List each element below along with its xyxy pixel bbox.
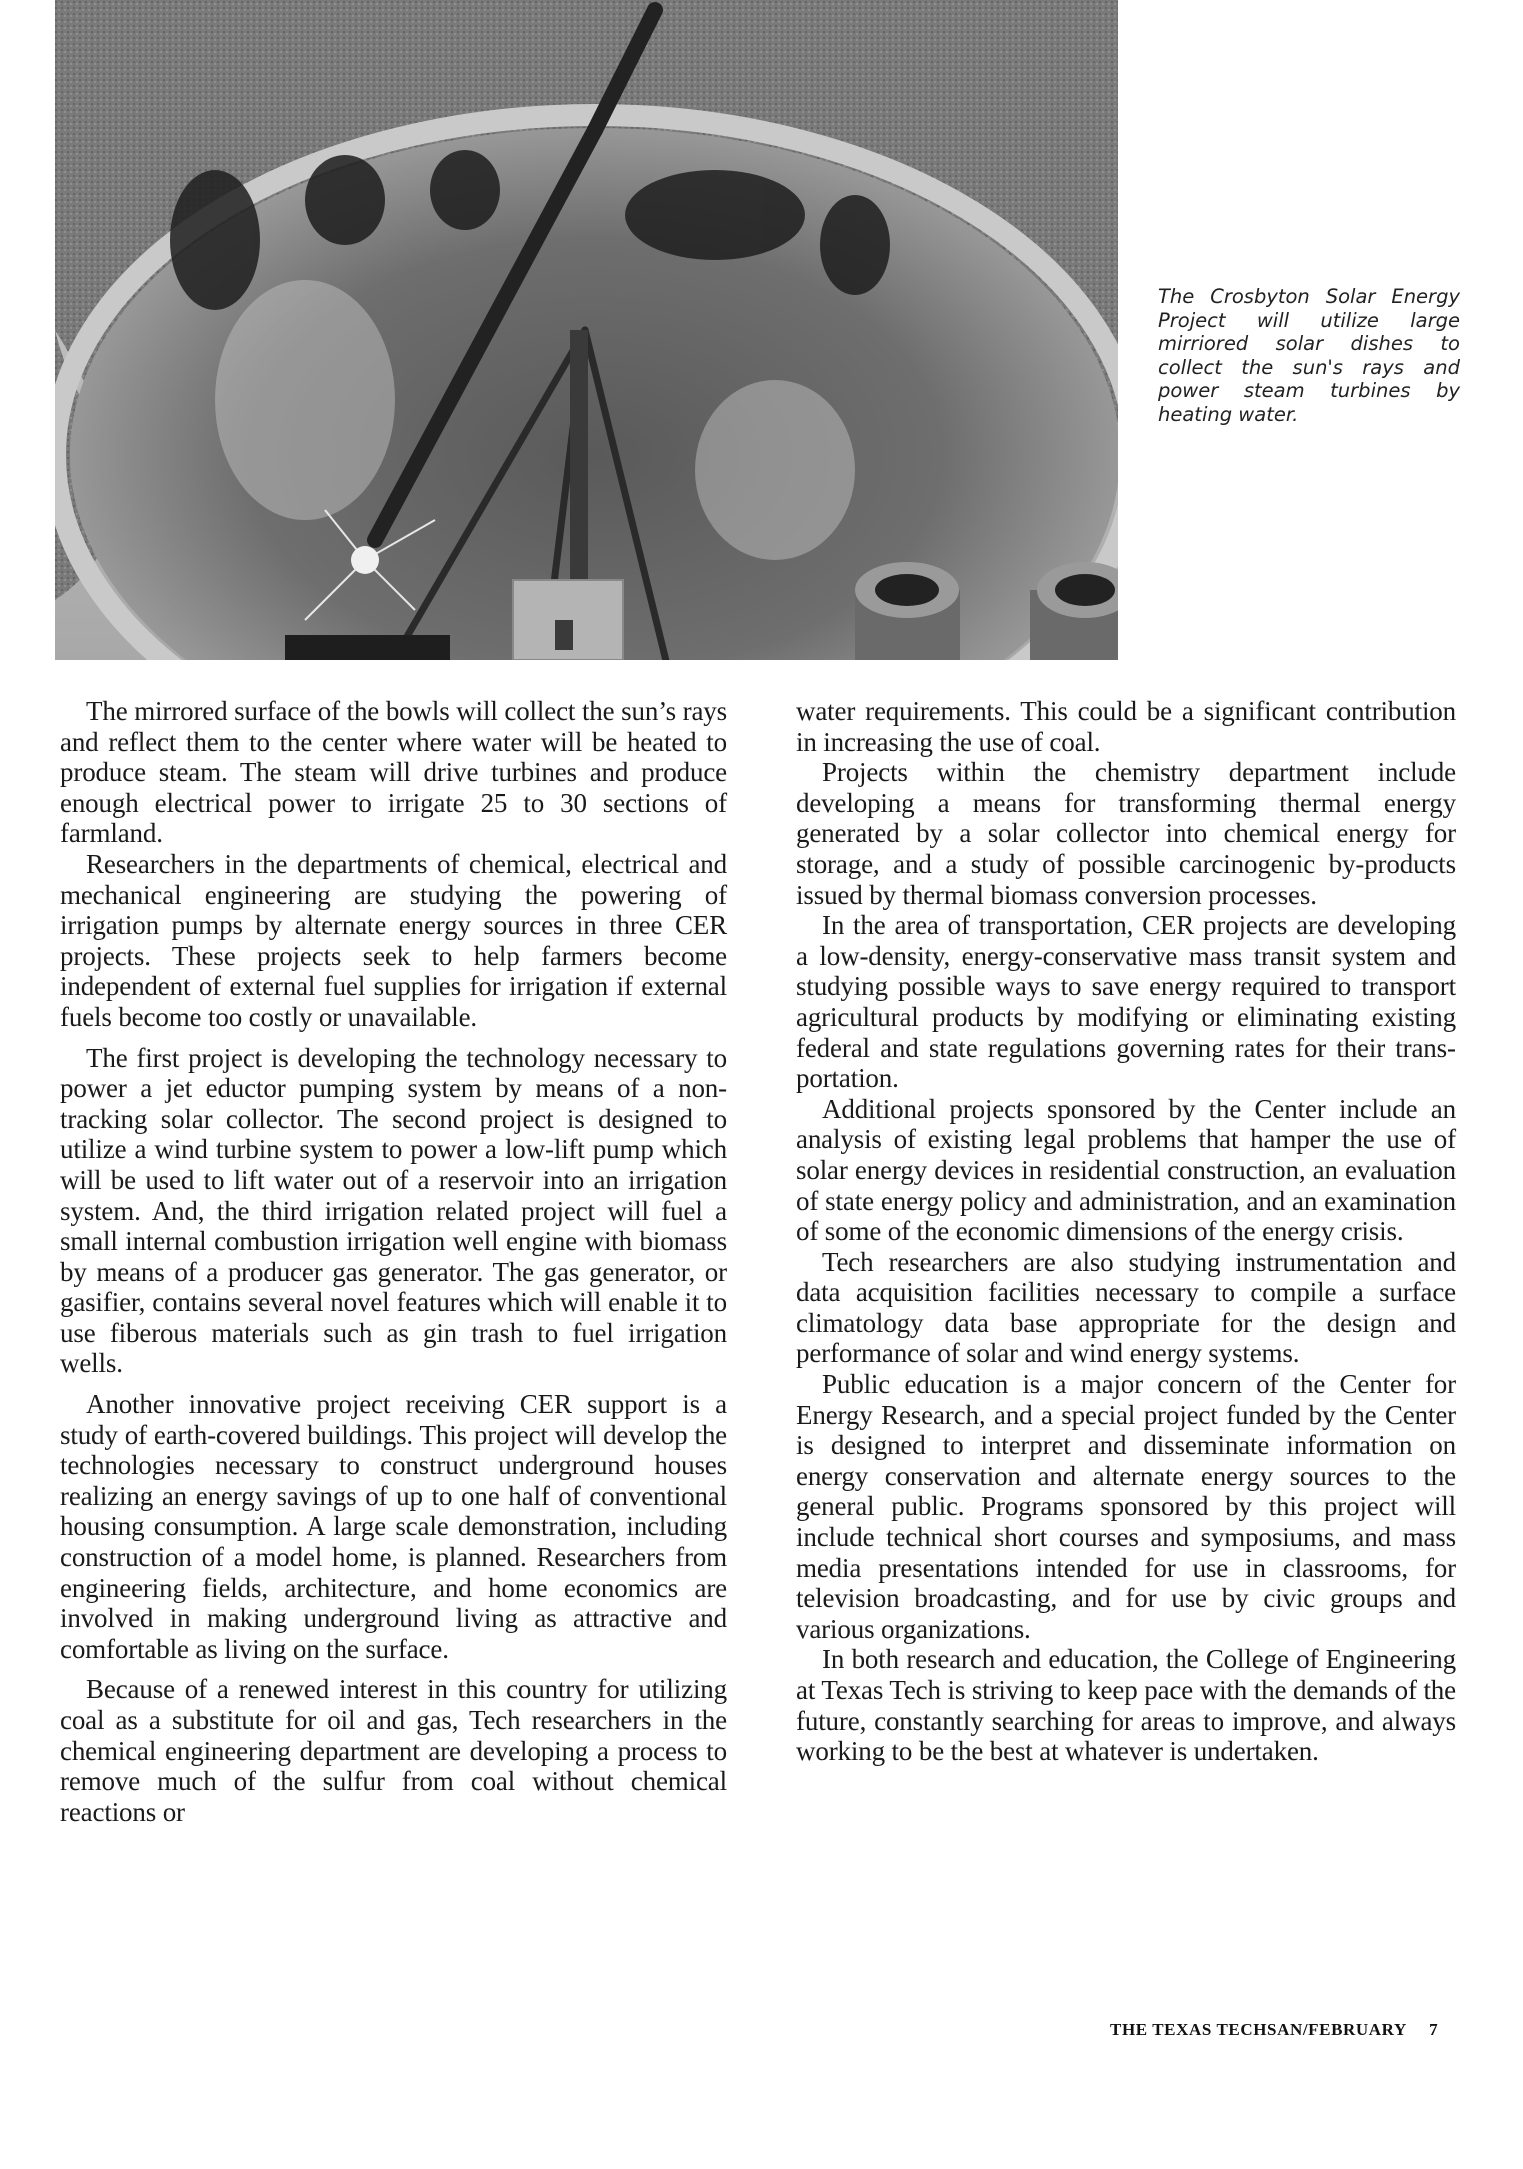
paragraph: water requirements. This could be a significant contribution in increasing the use of coal. (796, 696, 1456, 757)
publication-name: THE TEXAS TECHSAN/FEBRUARY (1110, 2020, 1407, 2039)
paragraph: Additional projects sponsored by the Center include an analysis of existing legal problems that hamper the use of solar energy devices in residential construction, an evaluation of state energy policy and administration, and an examination of some of the economic dimensions of the energy crisis. (796, 1093, 1456, 1247)
paragraph: In both research and education, the College of Engineering at Texas Tech is striving to keep pace with the demands of the future, constantly searching for areas to improve, and always working to be the best at whatever is undertaken. (796, 1644, 1456, 1767)
paragraph: In the area of transportation, CER projects are developing a low-density, energy-conservative mass transit system and studying possible ways to save energy required to transport agricultural products by modifying or eliminating existing federal and state regulations governing rates for their transportation. (796, 910, 1456, 1094)
paragraph: Tech researchers are also studying instrumentation and data acquisition facilities necessary to compile a surface climatology data base appropriate for the design and performance of solar and wind energy systems. (796, 1246, 1456, 1369)
solar-dish-image (55, 0, 1118, 660)
photo-caption: The Crosbyton Solar Energy Project will utilize large mirriored solar dishes to collect the sun's rays and power steam turbines by heating water. (1158, 285, 1460, 426)
paragraph: Another innovative project receiving CER support is a study of earth-covered buildings. This project will develop the technologies necessary to construct underground houses realizing an energy savings of up to one half of conventional housing consumption. A large scale demonstration, including construction of a model home, is planned. Researchers from engineering fields, architecture, and home economics are involved in making underground living as attractive and comfortable as living on the surface. (60, 1389, 727, 1664)
paragraph: Researchers in the departments of chemical, electrical and mechanical engineering are studying the powering of irrigation pumps by alternate energy sources in three CER projects. These projects seek to help farmers become independent of external fuel supplies for irrigation if external fuels become too costly or unavailable. (60, 848, 727, 1032)
page-number: 7 (1429, 2020, 1439, 2039)
article-column-left (60, 696, 727, 1827)
paragraph: The first project is developing the technology necessary to power a jet eductor pumping system by means of a non-tracking solar collector. The second project is designed to utilize a wind turbine system to power a low-lift pump which will be used to lift water out of a reservoir into an irrigation system. And, the third irrigation related project will fuel a small internal combustion irrigation well engine with biomass by means of a producer gas generator. The gas generator, or gasifier, contains several novel features which will enable it to use fiberous materials such as gin trash to fuel irrigation wells. (60, 1042, 727, 1379)
paragraph: The mirrored surface of the bowls will collect the sun’s rays and reflect them to the center where water will be heated to produce steam. The steam will drive turbines and produce enough electrical power to irrigate 25 to 30 sections of farmland. (60, 696, 727, 849)
page-footer (1110, 2020, 1438, 2040)
paragraph: Projects within the chemistry department include developing a means for transforming thermal energy generated by a solar collector into chemical energy for storage, and a study of possible carcinogenic by-products issued by thermal biomass conversion processes. (796, 757, 1456, 910)
paragraph: Public education is a major concern of the Center for Energy Research, and a special project funded by the Center is designed to interpret and disseminate information on energy conservation and alternate energy sources to the general public. Programs sponsored by this project will include technical short courses and symposiums, and mass media presentations intended for use in classrooms, for television broadcasting, and for use by civic groups and various organizations. (796, 1369, 1456, 1644)
article-column-right (796, 696, 1456, 1767)
paragraph: Because of a renewed interest in this country for utilizing coal as a substitute for oil and gas, Tech researchers in the chemical engineering department are developing a process to remove much of the sulfur from coal without chemical reactions or (60, 1674, 727, 1827)
solar-dish-photo (55, 0, 1118, 660)
